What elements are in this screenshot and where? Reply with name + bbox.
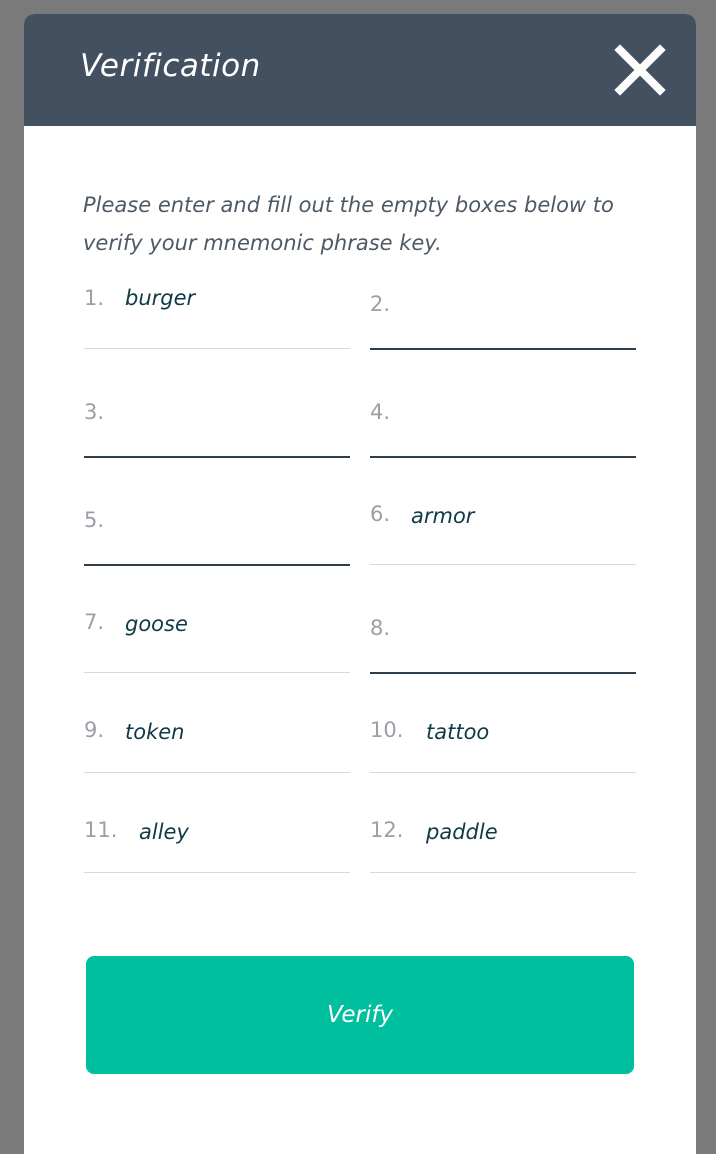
field-underline	[84, 564, 350, 566]
word-field-10	[370, 718, 636, 778]
word-number: 1.	[84, 286, 105, 310]
field-underline	[84, 456, 350, 458]
field-underline	[370, 564, 636, 565]
word-number: 6.	[370, 502, 391, 526]
word-input-5[interactable]	[112, 506, 348, 544]
word-input-4[interactable]	[398, 398, 634, 436]
word-number: 4.	[370, 400, 391, 424]
field-underline	[84, 772, 350, 773]
field-underline	[370, 672, 636, 674]
field-underline	[370, 348, 636, 350]
dialog-title: Verification	[80, 48, 261, 84]
word-input-3[interactable]	[112, 398, 348, 436]
word-value: goose	[125, 612, 188, 636]
word-input-8[interactable]	[398, 614, 634, 652]
verify-button[interactable]: Verify	[86, 956, 634, 1074]
word-number: 3.	[84, 400, 105, 424]
close-button[interactable]	[612, 42, 668, 98]
field-underline	[370, 456, 636, 458]
word-number: 2.	[370, 292, 391, 316]
word-number: 11.	[84, 818, 118, 842]
word-field-4[interactable]	[370, 394, 636, 454]
word-number: 12.	[370, 818, 404, 842]
word-value: burger	[125, 286, 196, 310]
word-value: token	[125, 720, 185, 744]
word-value: alley	[139, 820, 189, 844]
word-field-7	[84, 610, 350, 670]
word-value: paddle	[426, 820, 498, 844]
field-underline	[84, 872, 350, 873]
word-field-3[interactable]	[84, 394, 350, 454]
word-value: tattoo	[426, 720, 490, 744]
word-field-2[interactable]	[370, 286, 636, 346]
field-underline	[84, 672, 350, 673]
word-field-9	[84, 718, 350, 778]
word-number: 5.	[84, 508, 105, 532]
field-underline	[370, 872, 636, 873]
word-number: 8.	[370, 616, 391, 640]
instructions-text: Please enter and fill out the empty boxes below to verify your mnemonic phrase key.	[83, 193, 614, 255]
field-underline	[84, 348, 350, 349]
word-number: 9.	[84, 718, 105, 742]
word-field-6	[370, 502, 636, 562]
word-number: 10.	[370, 718, 404, 742]
dialog-header	[24, 14, 696, 126]
close-icon	[612, 42, 668, 98]
word-value: armor	[411, 504, 475, 528]
word-field-11	[84, 818, 350, 878]
word-field-8[interactable]	[370, 610, 636, 670]
field-underline	[370, 772, 636, 773]
word-field-1	[84, 286, 350, 346]
word-field-12	[370, 818, 636, 878]
verification-dialog	[24, 14, 696, 1154]
word-field-5[interactable]	[84, 502, 350, 562]
word-number: 7.	[84, 610, 105, 634]
word-input-2[interactable]	[398, 290, 634, 328]
